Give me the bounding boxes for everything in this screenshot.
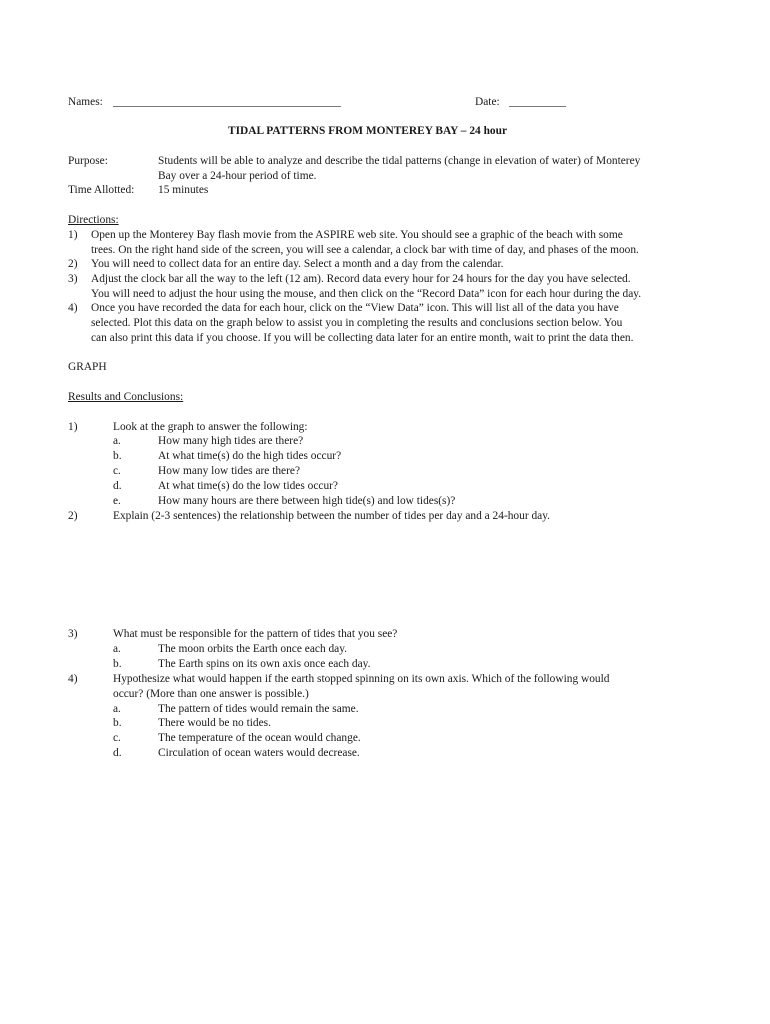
sub-question-letter: c. — [113, 732, 121, 744]
results-heading: Results and Conclusions: — [68, 391, 184, 403]
purpose-line-2: Bay over a 24-hour period of time. — [158, 170, 317, 182]
sub-question-letter: e. — [113, 495, 121, 507]
sub-question-letter: a. — [113, 703, 121, 715]
direction-line: Open up the Monterey Bay flash movie from the ASPIRE web site. You should see a graphic of the beach with some — [91, 229, 623, 241]
sub-question-letter: a. — [113, 643, 121, 655]
sub-question-text: At what time(s) do the high tides occur? — [158, 450, 342, 462]
names-label: Names: — [68, 96, 103, 108]
time-allotted-label: Time Allotted: — [68, 184, 135, 196]
question-text: Look at the graph to answer the following: — [113, 421, 308, 433]
purpose-line-1: Students will be able to analyze and describe the tidal patterns (change in elevation of water) of Monterey — [158, 155, 641, 167]
sub-question-letter: b. — [113, 658, 122, 670]
date-blank[interactable]: __________ — [509, 96, 566, 108]
sub-question-letter: d. — [113, 747, 122, 759]
direction-line: can also print this data if you choose. If you will be collecting data later for an entire month, wait to print the data then. — [91, 332, 634, 344]
page-title: TIDAL PATTERNS FROM MONTEREY BAY – 24 hour — [228, 125, 507, 137]
sub-question-letter: a. — [113, 435, 121, 447]
question-number: 2) — [68, 510, 78, 522]
direction-number: 1) — [68, 229, 78, 241]
sub-question-text: At what time(s) do the low tides occur? — [158, 480, 338, 492]
direction-number: 2) — [68, 258, 78, 270]
sub-question-text: The moon orbits the Earth once each day. — [158, 643, 348, 655]
sub-question-text: There would be no tides. — [158, 717, 271, 729]
question-number: 3) — [68, 628, 78, 640]
sub-question-text: How many high tides are there? — [158, 435, 304, 447]
sub-question-letter: c. — [113, 465, 121, 477]
direction-line: You will need to collect data for an entire day. Select a month and a day from the calendar. — [91, 258, 504, 270]
question-text: Hypothesize what would happen if the earth stopped spinning on its own axis. Which of the following would — [113, 673, 610, 685]
direction-line: Once you have recorded the data for each hour, click on the “View Data” icon. This will list all of the data you have — [91, 302, 619, 314]
question-number: 1) — [68, 421, 78, 433]
purpose-label: Purpose: — [68, 155, 108, 167]
directions-heading: Directions: — [68, 214, 119, 226]
date-label: Date: — [475, 96, 500, 108]
sub-question-text: The temperature of the ocean would change. — [158, 732, 361, 744]
direction-line: Adjust the clock bar all the way to the left (12 am). Record data every hour for 24 hours for the day you have selected. — [91, 273, 631, 285]
question-text: occur? (More than one answer is possible.) — [113, 688, 309, 700]
time-allotted-value: 15 minutes — [158, 184, 209, 196]
direction-line: You will need to adjust the hour using the mouse, and then click on the “Record Data” icon for each hour during the day. — [91, 288, 642, 300]
direction-line: trees. On the right hand side of the screen, you will see a calendar, a clock bar with time of day, and phases of the moon. — [91, 244, 639, 256]
sub-question-letter: d. — [113, 480, 122, 492]
question-number: 4) — [68, 673, 78, 685]
question-text: Explain (2-3 sentences) the relationship between the number of tides per day and a 24-hour day. — [113, 510, 551, 522]
names-blank[interactable]: ________________________________________ — [113, 96, 341, 108]
direction-number: 3) — [68, 273, 78, 285]
sub-question-letter: b. — [113, 717, 122, 729]
direction-number: 4) — [68, 302, 78, 314]
direction-line: selected. Plot this data on the graph below to assist you in completing the results and conclusions section below. You — [91, 317, 623, 329]
sub-question-text: The Earth spins on its own axis once each day. — [158, 658, 371, 670]
sub-question-text: How many hours are there between high tide(s) and low tides(s)? — [158, 495, 456, 507]
sub-question-text: How many low tides are there? — [158, 465, 301, 477]
graph-label: GRAPH — [68, 361, 107, 373]
sub-question-text: Circulation of ocean waters would decrease. — [158, 747, 360, 759]
sub-question-letter: b. — [113, 450, 122, 462]
question-text: What must be responsible for the pattern of tides that you see? — [113, 628, 398, 640]
sub-question-text: The pattern of tides would remain the same. — [158, 703, 359, 715]
